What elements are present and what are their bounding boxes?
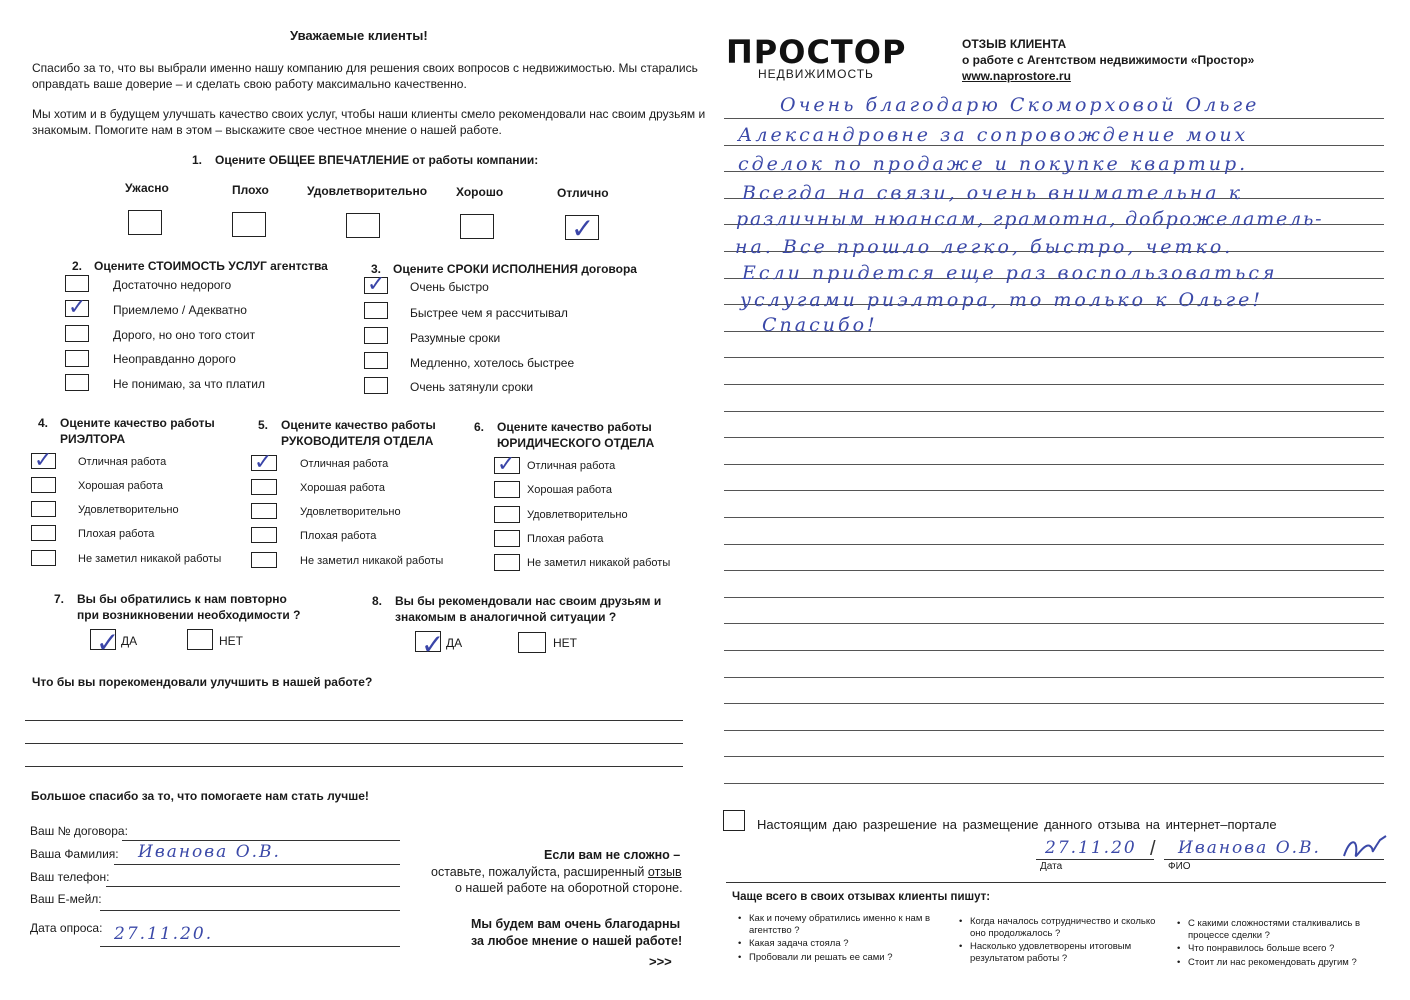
- tip-item: • С какими сложностями сталкивались в процессе сделки ?: [1188, 918, 1368, 942]
- q1-checkbox-good[interactable]: [460, 214, 494, 239]
- intro-line: оправдать ваше доверие – и сделать свою работу максимально качественно.: [32, 77, 467, 91]
- signature-scribble-icon: [1340, 834, 1390, 864]
- consent-text: Настоящим даю разрешение на размещение данного отзыва на интернет–портале: [757, 817, 1277, 832]
- q8-label: Вы бы рекомендовали нас своим друзьям и: [395, 594, 662, 608]
- ruled-line: [724, 703, 1384, 704]
- q6-checkbox[interactable]: [494, 506, 520, 523]
- q4-checkbox[interactable]: [31, 501, 56, 517]
- q6-checkbox-checked[interactable]: [494, 457, 520, 474]
- q4-option: Хорошая работа: [78, 480, 163, 492]
- q3-checkbox-checked[interactable]: [364, 277, 388, 294]
- tips-title: Чаще всего в своих отзывах клиенты пишут:: [732, 891, 991, 903]
- q2-option: Достаточно недорого: [113, 278, 232, 292]
- q2-option: Неоправданно дорого: [113, 352, 236, 366]
- ruled-line: [724, 384, 1384, 385]
- q6-option: Удовлетворительно: [527, 509, 628, 521]
- cta-text-part: оставьте, пожалуйста, расширенный: [431, 865, 645, 879]
- q1-checkbox-satisfactory[interactable]: [346, 213, 380, 238]
- ruled-line: [724, 730, 1384, 731]
- q1-label: Оцените ОБЩЕЕ ВПЕЧАТЛЕНИЕ от работы компании:: [215, 153, 539, 167]
- q5-checkbox-checked[interactable]: [251, 455, 277, 471]
- divider: [726, 882, 1386, 883]
- q7-no-label: НЕТ: [219, 634, 243, 648]
- consent-checkbox[interactable]: [723, 810, 745, 831]
- ruled-line: [724, 357, 1384, 358]
- q2-option: Приемлемо / Адекватно: [113, 303, 247, 317]
- ruled-line: [724, 756, 1384, 757]
- email-field[interactable]: [100, 910, 400, 911]
- q4-option: Отличная работа: [78, 456, 167, 468]
- q3-option: Очень затянули сроки: [410, 380, 534, 394]
- q5-option: Не заметил никакой работы: [300, 555, 444, 567]
- q1-number: 1.: [192, 153, 203, 167]
- review-text-line: Если придется еще раз воспользоваться: [742, 262, 1278, 284]
- contract-field[interactable]: [122, 840, 400, 841]
- q2-checkbox[interactable]: [65, 374, 89, 391]
- date-label: Дата опроса:: [30, 921, 103, 935]
- review-subheading: о работе с Агентством недвижимости «Простор»: [962, 53, 1255, 67]
- q2-checkbox-checked[interactable]: [65, 300, 89, 317]
- q1-checkbox-excellent-checked[interactable]: [565, 215, 599, 240]
- handwritten-surname: Иванова О.В.: [138, 842, 281, 862]
- ruled-line: [724, 490, 1384, 491]
- tip-item: • Когда началось сотрудничество и сколько оно продолжалось ?: [970, 916, 1165, 940]
- handwritten-date: 27.11.20.: [114, 924, 214, 944]
- page-title: Уважаемые клиенты!: [290, 28, 428, 43]
- q6-number: 6.: [474, 420, 485, 434]
- q3-checkbox[interactable]: [364, 352, 388, 369]
- intro-line: Спасибо за то, что вы выбрали именно нашу компанию для решения своих вопросов с недвижимостью. Мы старались: [32, 61, 698, 75]
- intro-line: знакомым. Помогите нам в этом – выскажите свое честное мнение о нашей работе.: [32, 123, 502, 137]
- ruled-line: [724, 570, 1384, 571]
- improve-question: Что бы вы порекомендовали улучшить в нашей работе?: [32, 675, 373, 689]
- ruled-line: [724, 623, 1384, 624]
- q7-number: 7.: [54, 592, 65, 606]
- q5-option: Удовлетворительно: [300, 506, 401, 518]
- q4-label: Оцените качество работы: [60, 416, 215, 430]
- phone-field[interactable]: [106, 886, 400, 887]
- q1-option-label: Плохо: [232, 183, 269, 197]
- review-text-line: различным нюансам, грамотна, доброжелатель-: [736, 208, 1324, 230]
- q7-label: Вы бы обратились к нам повторно: [77, 592, 287, 606]
- tip-item: • Насколько удовлетворены итоговым результатом работы ?: [970, 941, 1155, 965]
- surname-label: Ваша Фамилия:: [30, 847, 119, 861]
- q1-option-label: Отлично: [557, 186, 609, 200]
- q1-option-label: Удовлетворительно: [307, 184, 428, 198]
- q4-checkbox[interactable]: [31, 550, 56, 566]
- q3-checkbox[interactable]: [364, 302, 388, 319]
- handwritten-signature-name: Иванова О.В.: [1178, 838, 1321, 858]
- q1-checkbox-bad[interactable]: [232, 212, 266, 237]
- signature-date-field[interactable]: [1036, 859, 1154, 860]
- q4-option: Плохая работа: [78, 528, 155, 540]
- surname-field[interactable]: [114, 864, 400, 865]
- ruled-line: [724, 118, 1384, 119]
- q8-no-label: НЕТ: [553, 636, 577, 650]
- q4-option: Удовлетворительно: [78, 504, 179, 516]
- review-text-line: сделок по продаже и покупке квартир.: [738, 153, 1249, 175]
- answer-line[interactable]: [25, 743, 683, 744]
- q8-label: знакомым в аналогичной ситуации ?: [395, 610, 617, 624]
- q6-label: Оцените качество работы: [497, 420, 652, 434]
- q8-yes-label: ДА: [446, 636, 463, 650]
- tip-item: • Стоит ли нас рекомендовать другим ?: [1188, 957, 1357, 968]
- review-heading: ОТЗЫВ КЛИЕНТА: [962, 37, 1067, 51]
- date-caption: Дата: [1040, 861, 1063, 872]
- review-text-line: услугами риэлтора, то только к Ольге!: [740, 289, 1264, 311]
- cta-text: [431, 865, 682, 879]
- fio-caption: ФИО: [1168, 861, 1191, 872]
- review-text-line: Очень благодарю Скоморховой Ольге: [780, 94, 1260, 116]
- q3-option: Очень быстро: [410, 280, 489, 294]
- q5-checkbox[interactable]: [251, 503, 277, 519]
- website-link[interactable]: www.naprostore.ru: [962, 69, 1071, 83]
- review-text-line: Спасибо!: [762, 314, 878, 336]
- ruled-line: [724, 783, 1384, 784]
- answer-line[interactable]: [25, 720, 683, 721]
- q3-option: Медленно, хотелось быстрее: [410, 356, 575, 370]
- q7-label: при возникновении необходимости ?: [77, 608, 301, 622]
- next-page-arrows[interactable]: >>>: [649, 954, 672, 969]
- tip-item: • Пробовали ли решать ее сами ?: [749, 952, 893, 963]
- q5-label: Оцените качество работы: [281, 418, 436, 432]
- answer-line[interactable]: [25, 766, 683, 767]
- tip-item: • Какая задача стояла ?: [749, 938, 849, 949]
- q6-label-role: ЮРИДИЧЕСКОГО ОТДЕЛА: [497, 436, 655, 450]
- q2-option: Дорого, но оно того стоит: [113, 328, 256, 342]
- tip-item: • Как и почему обратились именно к нам в агентство ?: [749, 913, 944, 937]
- q5-checkbox[interactable]: [251, 479, 277, 495]
- q3-checkbox[interactable]: [364, 377, 388, 394]
- q6-checkbox[interactable]: [494, 530, 520, 547]
- q5-checkbox[interactable]: [251, 552, 277, 568]
- q2-option: Не понимаю, за что платил: [113, 377, 266, 391]
- q2-checkbox[interactable]: [65, 275, 89, 292]
- q5-checkbox[interactable]: [251, 527, 277, 543]
- q1-option-label: Хорошо: [456, 185, 504, 199]
- tip-item: • Что понравилось больше всего ?: [1188, 943, 1334, 954]
- q5-option: Хорошая работа: [300, 482, 385, 494]
- contract-label: Ваш № договора:: [30, 824, 128, 838]
- handwritten-signature-date: 27.11.20: [1045, 838, 1137, 858]
- q7-yes-label: ДА: [121, 634, 138, 648]
- thanks-text: Большое спасибо за то, что помогаете нам стать лучше!: [31, 789, 369, 803]
- date-field[interactable]: [100, 946, 400, 947]
- slash-separator: /: [1150, 838, 1156, 860]
- ruled-line: [724, 544, 1384, 545]
- ruled-line: [724, 517, 1384, 518]
- brand-logo: ПРОСТОР: [726, 33, 907, 71]
- q4-checkbox[interactable]: [31, 477, 56, 493]
- q8-no-checkbox[interactable]: [518, 632, 546, 653]
- q5-option: Плохая работа: [300, 530, 377, 542]
- q5-label-role: РУКОВОДИТЕЛЯ ОТДЕЛА: [281, 434, 434, 448]
- review-text-line: Александровне за сопровождение моих: [738, 124, 1249, 146]
- review-link[interactable]: отзыв: [647, 865, 682, 879]
- q3-option: Разумные сроки: [410, 331, 501, 345]
- q2-label: Оцените СТОИМОСТЬ УСЛУГ агентства: [94, 259, 328, 273]
- q7-no-checkbox[interactable]: [187, 629, 213, 650]
- cta-thanks: за любое мнение о нашей работе!: [471, 934, 683, 948]
- q8-yes-checkbox-checked[interactable]: [415, 631, 441, 652]
- q6-option: Отличная работа: [527, 460, 616, 472]
- q1-checkbox-terrible[interactable]: [128, 210, 162, 235]
- ruled-line: [724, 411, 1384, 412]
- review-text-line: Всегда на связи, очень внимательна к: [742, 182, 1243, 204]
- cta-thanks: Мы будем вам очень благодарны: [471, 917, 681, 931]
- q6-option: Хорошая работа: [527, 484, 612, 496]
- q3-number: 3.: [371, 262, 382, 276]
- q5-number: 5.: [258, 418, 269, 432]
- q2-checkbox[interactable]: [65, 350, 89, 367]
- q3-checkbox[interactable]: [364, 327, 388, 344]
- q7-yes-checkbox-checked[interactable]: [90, 629, 116, 650]
- intro-line: Мы хотим и в будущем улучшать качество своих услуг, чтобы наши клиенты смело рекомендовали нас своим друзьям и: [32, 107, 706, 121]
- ruled-line: [724, 597, 1384, 598]
- q3-option: Быстрее чем я рассчитывал: [410, 306, 568, 320]
- phone-label: Ваш телефон:: [30, 870, 110, 884]
- ruled-line: [724, 650, 1384, 651]
- email-label: Ваш Е-мейл:: [30, 892, 102, 906]
- q3-label: Оцените СРОКИ ИСПОЛНЕНИЯ договора: [393, 262, 637, 276]
- q4-option: Не заметил никакой работы: [78, 553, 222, 565]
- cta-text: о нашей работе на оборотной стороне.: [455, 881, 683, 895]
- review-text-line: на. Все прошло легко, быстро, четко.: [735, 236, 1234, 258]
- q6-checkbox[interactable]: [494, 481, 520, 498]
- q2-number: 2.: [72, 259, 83, 273]
- q4-checkbox[interactable]: [31, 525, 56, 541]
- q8-number: 8.: [372, 594, 383, 608]
- ruled-line: [724, 464, 1384, 465]
- q6-option: Не заметил никакой работы: [527, 557, 671, 569]
- q5-option: Отличная работа: [300, 458, 389, 470]
- q2-checkbox[interactable]: [65, 325, 89, 342]
- cta-heading: Если вам не сложно –: [544, 848, 681, 862]
- q4-label-role: РИЭЛТОРА: [60, 432, 126, 446]
- brand-logo-subtitle: НЕДВИЖИМОСТЬ: [758, 67, 874, 81]
- q1-option-label: Ужасно: [125, 181, 169, 195]
- ruled-line: [724, 677, 1384, 678]
- q4-checkbox-checked[interactable]: [31, 453, 56, 469]
- q6-option: Плохая работа: [527, 533, 604, 545]
- q4-number: 4.: [38, 416, 49, 430]
- ruled-line: [724, 437, 1384, 438]
- q6-checkbox[interactable]: [494, 554, 520, 571]
